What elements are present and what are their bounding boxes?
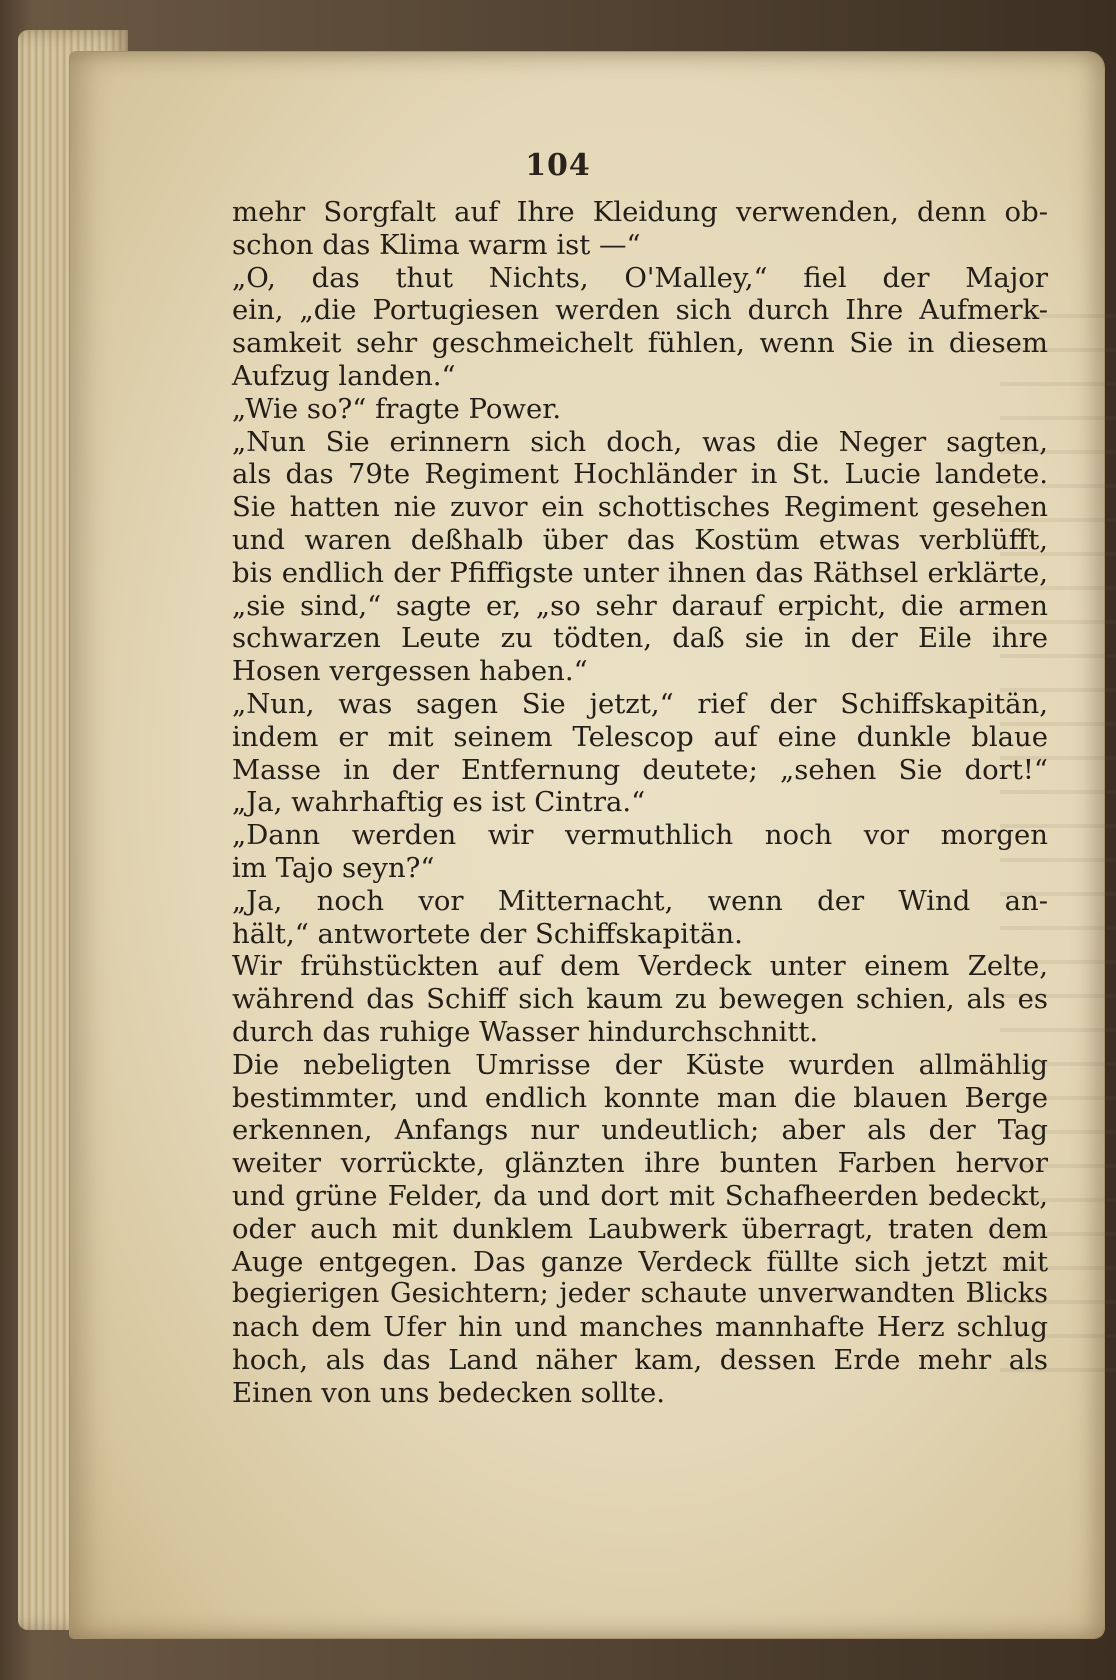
text-line: hält,“ antwortete der Schiffskapitän. [232,917,743,950]
text-line: als das 79te Regiment Hochländer in St. Lucie landete. [232,458,1048,491]
text-line: Einen von uns bedecken sollte. [232,1376,666,1409]
text-line: Die nebeligten Umrisse der Küste wurden allmählig [232,1048,1048,1081]
text-line: bis endlich der Pfiffigste unter ihnen das Räthsel erklärte, [232,556,1048,589]
text-line: und grüne Felder, da und dort mit Schafheerden bedeckt, [232,1179,1048,1212]
text-line: „Wie so?“ fragte Power. [232,392,562,425]
text-line: nach dem Ufer hin und manches mannhafte Herz schlug [232,1311,1048,1344]
page-number: 104 [525,148,591,183]
text-line: und waren deßhalb über das Kostüm etwas verblüfft, [232,523,1048,556]
text-line: ein, „die Portugiesen werden sich durch Ihre Aufmerk- [232,294,1048,327]
text-line: weiter vorrückte, glänzten ihre bunten Farben hervor [232,1147,1048,1180]
text-line: hoch, als das Land näher kam, dessen Erde mehr als [232,1343,1048,1376]
text-line: „Nun Sie erinnern sich doch, was die Neger sagten, [232,425,1048,458]
text-line: mehr Sorgfalt auf Ihre Kleidung verwenden, denn ob- [232,196,1048,228]
text-line: „Ja, wahrhaftig es ist Cintra.“ [232,786,646,819]
text-line: bestimmter, und endlich konnte man die blauen Berge [232,1081,1048,1114]
text-line: Wir frühstückten auf dem Verdeck unter einem Zelte, [232,950,1048,983]
text-line: Masse in der Entfernung deutete; „sehen Sie dort!“ [232,753,1048,786]
text-line: samkeit sehr geschmeichelt fühlen, wenn Sie in diesem [232,327,1048,360]
text-line: „Dann werden wir vermuthlich noch vor morgen [232,819,1048,852]
text-line: Sie hatten nie zuvor ein schottisches Regiment gesehen [232,491,1048,524]
text-line: Aufzug landen.“ [232,359,456,392]
text-line: „O, das thut Nichts, O'Malley,“ fiel der Major [232,261,1048,294]
text-line: schwarzen Leute zu tödten, daß sie in der Eile ihre [232,622,1048,655]
text-line: durch das ruhige Wasser hindurchschnitt. [232,1015,819,1048]
text-line: während das Schiff sich kaum zu bewegen schien, als es [232,983,1048,1016]
text-line: im Tajo seyn?“ [232,851,435,884]
text-line: indem er mit seinem Telescop auf eine dunkle blaue [232,720,1048,753]
text-line: Auge entgegen. Das ganze Verdeck füllte sich jetzt mit [232,1245,1048,1278]
text-line: „sie sind,“ sagte er, „so sehr darauf erpicht, die armen [232,589,1048,622]
text-line: Hosen vergessen haben.“ [232,655,588,688]
text-line: „Nun, was sagen Sie jetzt,“ rief der Schiffskapitän, [232,687,1048,720]
text-line: oder auch mit dunklem Laubwerk überragt, traten dem [232,1212,1048,1245]
text-line: „Ja, noch vor Mitternacht, wenn der Wind an- [232,884,1048,917]
body-text [232,196,1048,1409]
text-line: begierigen Gesichtern; jeder schaute unverwandten Blicks [232,1278,1048,1310]
text-line: schon das Klima warm ist —“ [232,228,641,261]
text-line: erkennen, Anfangs nur undeutlich; aber als der Tag [232,1114,1048,1147]
